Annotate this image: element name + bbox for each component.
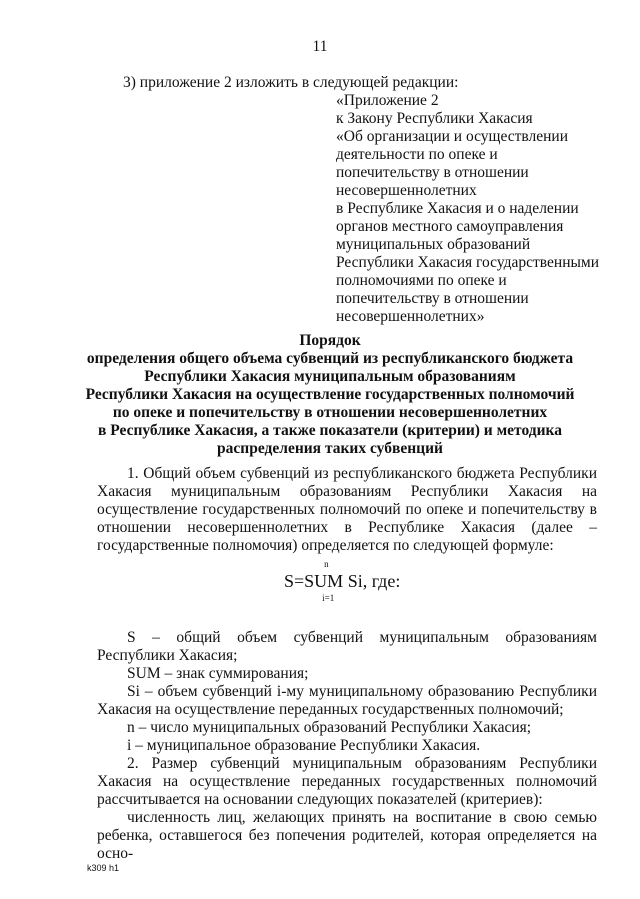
definition-item: i – муниципальное образование Республики Хакасия.: [127, 737, 481, 754]
definitions: [97, 629, 597, 863]
footer-code: k309 h1: [87, 863, 120, 873]
heading-line: Республики Хакасия на осуществление государственных полномочий: [85, 386, 575, 403]
heading-line: Республики Хакасия муниципальным образованиям: [144, 368, 516, 385]
sum-operator: [304, 559, 344, 603]
appendix-line: деятельности по опеке и: [336, 146, 498, 163]
heading-line: определения общего объема субвенций из республиканского бюджета: [86, 350, 574, 367]
criterion-item: численность лиц, желающих принять на воспитание в свою семью ребенка, оставшегося без попечения родителей, которая определяется на осно-: [97, 809, 597, 862]
sum-formula: [284, 559, 401, 603]
sum-lower-limit: i=1: [322, 593, 335, 603]
heading-line: распределения таких субвенций: [217, 440, 443, 457]
appendix-line: Республики Хакасия государственными: [336, 254, 600, 271]
appendix-line: «Об организации и осуществлении: [336, 128, 568, 145]
paragraph-2: 2. Размер субвенций муниципальным образованиям Республики Хакасия на осуществление переданных государственных полномочий рассчитывается на основании следующих показателей (критериев):: [97, 755, 597, 808]
appendix-line: органов местного самоуправления: [336, 218, 564, 235]
definition-item: SUM – знак суммирования;: [127, 665, 309, 682]
amendment-line: 3) приложение 2 изложить в следующей редакции:: [123, 74, 459, 91]
section-heading: [60, 332, 600, 458]
appendix-line: несовершеннолетних: [336, 182, 477, 199]
paragraph-1: [97, 465, 597, 555]
appendix-line: полномочиями по опеке и: [336, 272, 507, 289]
appendix-line: к Закону Республики Хакасия: [336, 110, 533, 127]
definition-item: Si – объем субвенций i-му муниципальному образованию Республики Хакасия на осуществление переданных государственных полномочий;: [97, 683, 597, 718]
definition-item: S – общий объем субвенций муниципальным образованиям Республики Хакасия;: [97, 629, 597, 664]
appendix-line: муниципальных образований: [336, 236, 531, 253]
heading-line: в Республике Хакасия, а также показатели (критерии) и методика: [98, 422, 562, 439]
sum-symbol: SUM: [304, 571, 344, 591]
appendix-line: в Республике Хакасия и о наделении: [336, 200, 579, 217]
formula-right: Si, где:: [347, 571, 401, 591]
heading-title: Порядок: [299, 332, 361, 349]
appendix-reference: [336, 92, 600, 326]
sum-upper-limit: n: [324, 559, 329, 569]
appendix-line: несовершеннолетних»: [336, 308, 485, 325]
appendix-line: попечительству в отношении: [336, 290, 529, 307]
appendix-line: попечительству в отношении: [336, 164, 529, 181]
heading-line: по опеке и попечительству в отношении несовершеннолетних: [112, 404, 548, 421]
formula-left: S=: [284, 571, 305, 591]
paragraph-text: 1. Общий объем субвенций из республиканского бюджета Республики Хакасия муниципальным образованиям Республики Хакасия на осуществление государственных полномочий по опеке и попечительству в отношении несовершеннолетних в Республике Хакасия (далее – государственные полномочия) определяется по следующей формуле:: [97, 465, 597, 554]
page-number: 11: [312, 38, 328, 55]
definition-item: n – число муниципальных образований Республики Хакасия;: [127, 719, 532, 736]
appendix-line: «Приложение 2: [336, 92, 439, 109]
